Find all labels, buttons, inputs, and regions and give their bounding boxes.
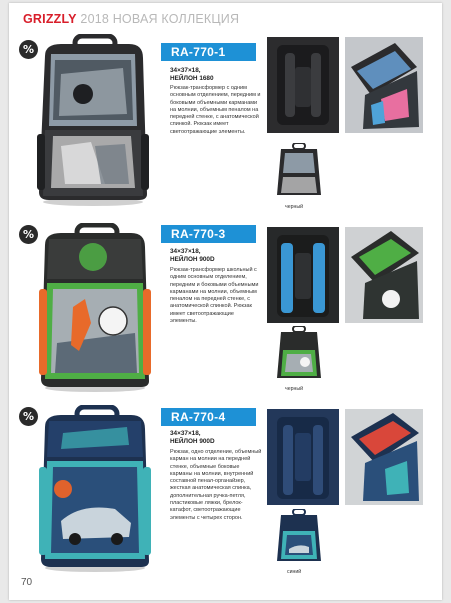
- collection-title: 2018 НОВАЯ КОЛЛЕКЦИЯ: [80, 12, 240, 26]
- backpack-open-photo: [345, 409, 423, 505]
- backpack-open-photo: [345, 227, 423, 323]
- color-caption: черный: [285, 204, 303, 210]
- discount-badge: %: [19, 407, 38, 426]
- spec-size: 34×37×18,: [170, 430, 201, 437]
- backpack-front-photo: [33, 405, 157, 573]
- spec-material: НЕЙЛОН 900D: [170, 256, 215, 263]
- model-title: RA-770-1: [161, 43, 256, 61]
- spec-size: 34×37×18,: [170, 248, 201, 255]
- backpack-back-photo: [267, 227, 339, 323]
- spec-material: НЕЙЛОН 900D: [170, 438, 215, 445]
- backpack-color-swatch: [271, 326, 327, 384]
- color-caption: синий: [287, 569, 302, 575]
- backpack-back-photo: [267, 409, 339, 505]
- spec-material: НЕЙЛОН 1680: [170, 75, 214, 82]
- brand-logo: GRIZZLY: [23, 12, 77, 26]
- product-description: Рюкзак, одно отделение, объемный карман на молнии на передней стенке, объемные боковые карманы на молнии, внутренний составной пенал-органайзер, жесткая анатомическая спинка, дополнительная ручка-петля, пластиковые ляжки, брелок-катафот, светоотражающие элементы с четырех сторон.: [170, 449, 262, 521]
- spec-size: 34×37×18,: [170, 67, 201, 74]
- model-title: RA-770-4: [161, 408, 256, 426]
- backpack-back-photo: [267, 37, 339, 133]
- page-number: 70: [21, 577, 33, 588]
- discount-badge: %: [19, 225, 38, 244]
- product-description: Рюкзак-трансформер с одним основным отделением, передним и боковыми объемными карманами на молнии, объемным пеналом на передней стенке, с анатомической спинкой. Рюкзак имеет светоотражающие элементы.: [170, 85, 261, 135]
- product-description: Рюкзак-трансформер школьный с одним основным отделением, передним и боковыми объемными карманами на молнии, объемным пеналом на передней стенке, с анатомической спинкой. Рюкзак имеет светоотражающие элементы.: [170, 267, 259, 325]
- backpack-open-photo: [345, 37, 423, 133]
- backpack-front-photo: [33, 223, 157, 393]
- page-header: [23, 12, 239, 26]
- color-caption: черный: [285, 386, 303, 392]
- model-title: RA-770-3: [161, 225, 256, 243]
- discount-badge: %: [19, 40, 38, 59]
- backpack-front-photo: [31, 34, 155, 208]
- backpack-color-swatch: [271, 143, 327, 201]
- catalog-page: [9, 3, 442, 600]
- backpack-color-swatch: [271, 509, 327, 567]
